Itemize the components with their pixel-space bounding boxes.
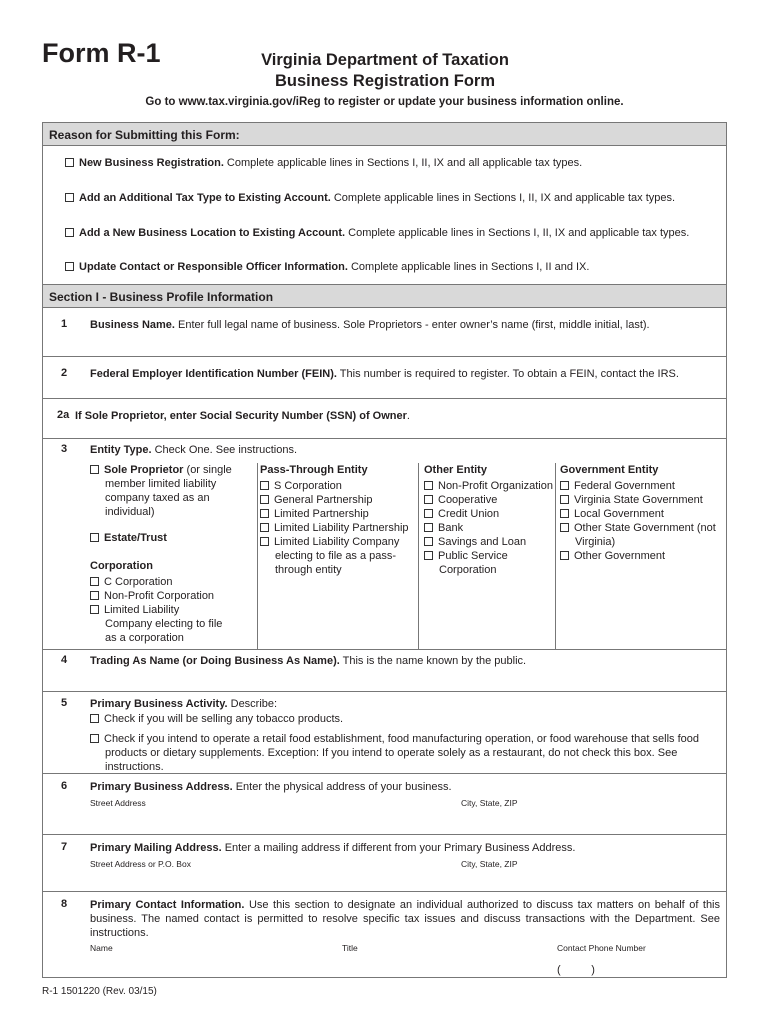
pass-through-column: Pass-Through Entity S Corporation General Partnership Limited Partnership Limited Liability Partnership Limited Liability Company electing to file as a pass-through entity — [260, 464, 409, 576]
checkbox[interactable] — [260, 481, 269, 490]
checkbox[interactable] — [424, 509, 433, 518]
option-corp[interactable]: C Corporation — [90, 575, 250, 589]
line-8-primary-contact[interactable]: 8 Primary Contact Information. Use this section to designate an individual authorized to discuss tax matters on behalf of this business. The named contact is permitted to resolve specific tax issues and discuss transactions with the Department. See instructions. Name Title Contact Phone Number ( ) — [43, 891, 726, 978]
checkbox[interactable] — [90, 577, 99, 586]
checkbox[interactable] — [424, 551, 433, 560]
option-sole-proprietor[interactable]: Sole Proprietor (or single member limited liability company taxed as an individual) — [90, 463, 250, 519]
checkbox[interactable] — [260, 523, 269, 532]
checkbox[interactable] — [65, 193, 74, 202]
corporation-heading: Corporation — [90, 560, 153, 572]
option-gov[interactable]: Federal Government — [560, 479, 725, 493]
phone-area-code[interactable]: ( ) — [557, 964, 595, 976]
checkbox[interactable] — [560, 481, 569, 490]
title-label: Title — [342, 943, 358, 953]
form-title: Business Registration Form — [274, 72, 496, 90]
form-number: Form R-1 — [42, 38, 161, 68]
tobacco-checkbox[interactable]: Check if you will be selling any tobacco products. — [90, 712, 720, 726]
option-pass[interactable]: General Partnership — [260, 493, 410, 507]
line-6-business-address[interactable]: 6 Primary Business Address. Enter the physical address of your business. Street Address City, State, ZIP — [43, 773, 726, 834]
phone-label: Contact Phone Number — [557, 943, 646, 953]
street-label: Street Address or P.O. Box — [90, 859, 191, 869]
option-pass[interactable]: S Corporation — [260, 479, 410, 493]
city-label: City, State, ZIP — [461, 859, 518, 869]
line-2-fein[interactable]: 2 Federal Employer Identification Number (FEIN). This number is required to register. To obtain a FEIN, contact the IRS. — [43, 356, 726, 398]
checkbox[interactable] — [90, 533, 99, 542]
line-5-business-activity: 5 Primary Business Activity. Describe: Check if you will be selling any tobacco products. Check if you intend to operate a retail food establishment, food manufacturing operation, or food warehouse that sells food products or dietary supplements. Exception: If you intend to operate solely as a restaurant, do not check this box. See instructions. — [43, 691, 726, 773]
checkbox[interactable] — [65, 228, 74, 237]
checkbox[interactable] — [424, 495, 433, 504]
option-other[interactable]: Cooperative — [424, 493, 554, 507]
reason-heading: Reason for Submitting this Form: — [43, 122, 726, 146]
option-gov[interactable]: Other State Government (not Virginia) — [560, 521, 725, 549]
option-other[interactable]: Bank — [424, 521, 554, 535]
checkbox[interactable] — [90, 714, 99, 723]
checkbox[interactable] — [560, 523, 569, 532]
line-2a-ssn[interactable]: 2a If Sole Proprietor, enter Social Security Number (SSN) of Owner. — [43, 398, 726, 438]
checkbox[interactable] — [424, 537, 433, 546]
form-heading — [250, 50, 520, 92]
section1-heading: Section I - Business Profile Information — [43, 284, 726, 308]
option-pass[interactable]: Limited Partnership — [260, 507, 410, 521]
checkbox[interactable] — [560, 551, 569, 560]
option-gov[interactable]: Other Government — [560, 549, 725, 563]
option-corp[interactable]: Limited Liability Company electing to file as a corporation — [90, 603, 225, 645]
option-pass[interactable]: Limited Liability Partnership — [260, 521, 410, 535]
checkbox[interactable] — [260, 495, 269, 504]
line-1-business-name[interactable]: 1 Business Name. Enter full legal name of business. Sole Proprietors - enter owner’s name (first, middle initial, last). — [61, 318, 650, 331]
line-4-trading-as[interactable]: 4 Trading As Name (or Doing Business As Name). This is the name known by the public. — [43, 649, 726, 691]
option-gov[interactable]: Virginia State Government — [560, 493, 725, 507]
line-7-mailing-address[interactable]: 7 Primary Mailing Address. Enter a mailing address if different from your Primary Business Address. Street Address or P.O. Box City, State, ZIP — [43, 834, 726, 891]
option-other[interactable]: Public Service Corporation — [424, 549, 554, 577]
checkbox[interactable] — [560, 509, 569, 518]
option-corp[interactable]: Non-Profit Corporation — [90, 589, 250, 603]
department-name: Virginia Department of Taxation — [261, 51, 509, 69]
street-label: Street Address — [90, 798, 146, 808]
online-link-note[interactable]: Go to www.tax.virginia.gov/iReg to register or update your business information online. — [145, 96, 624, 108]
reason-add-location[interactable]: Add a New Business Location to Existing Account. Complete applicable lines in Sections I, II, IX and applicable tax types. — [65, 227, 689, 239]
checkbox[interactable] — [260, 537, 269, 546]
checkbox[interactable] — [560, 495, 569, 504]
reason-new-business[interactable]: New Business Registration. Complete applicable lines in Sections I, II, IX and all applicable tax types. — [65, 157, 582, 169]
checkbox[interactable] — [424, 523, 433, 532]
option-pass[interactable]: Limited Liability Company electing to file as a pass-through entity — [260, 535, 410, 577]
option-gov[interactable]: Local Government — [560, 507, 725, 521]
option-estate-trust[interactable]: Estate/Trust — [90, 531, 250, 545]
checkbox[interactable] — [90, 734, 99, 743]
line-3-entity-type: 3 Entity Type. Check One. See instructions. Sole Proprietor (or single member limited liability company taxed as an individual) Estate/Trust Corporation C Corporation Non-Profit Corporation Limited Liability Company electing to file as a corporation Pass-Through Entity S Corporation General Partnership Limited Partnership Limited Liability Partnership Limited Liability Company electing to file as a pass-through entity Other Entity Non-Profit Organization Cooperative Credit Union Bank Savings and Loan Public Service Corporation Government Entity Federal Government Virginia State Government Local Government Other State Government (not Virginia) Other Government — [43, 438, 726, 649]
option-other[interactable]: Credit Union — [424, 507, 554, 521]
reason-update-contact[interactable]: Update Contact or Responsible Officer Information. Complete applicable lines in Sections I, II and IX. — [65, 261, 589, 273]
checkbox[interactable] — [260, 509, 269, 518]
reason-add-tax-type[interactable]: Add an Additional Tax Type to Existing Account. Complete applicable lines in Sections I, II, IX and applicable tax types. — [65, 192, 675, 204]
name-label: Name — [90, 943, 113, 953]
checkbox[interactable] — [65, 158, 74, 167]
food-checkbox[interactable]: Check if you intend to operate a retail food establishment, food manufacturing operation, or food warehouse that sells food products or dietary supplements. Exception: If you intend to operate solely as a restaurant, do not check this box. See instructions. — [90, 732, 720, 774]
government-entity-column: Government Entity Federal Government Virginia State Government Local Government Other State Government (not Virginia) Other Government — [560, 463, 725, 649]
checkbox[interactable] — [90, 465, 99, 474]
city-label: City, State, ZIP — [461, 798, 518, 808]
checkbox[interactable] — [90, 605, 99, 614]
option-other[interactable]: Non-Profit Organization — [424, 479, 554, 493]
form-body — [42, 122, 727, 978]
option-other[interactable]: Savings and Loan — [424, 535, 554, 549]
checkbox[interactable] — [65, 262, 74, 271]
checkbox[interactable] — [424, 481, 433, 490]
checkbox[interactable] — [90, 591, 99, 600]
other-entity-column: Other Entity Non-Profit Organization Cooperative Credit Union Bank Savings and Loan Public Service Corporation — [424, 464, 553, 576]
sole-corp-column — [90, 463, 250, 649]
form-footer: R-1 1501220 (Rev. 03/15) — [42, 986, 157, 997]
